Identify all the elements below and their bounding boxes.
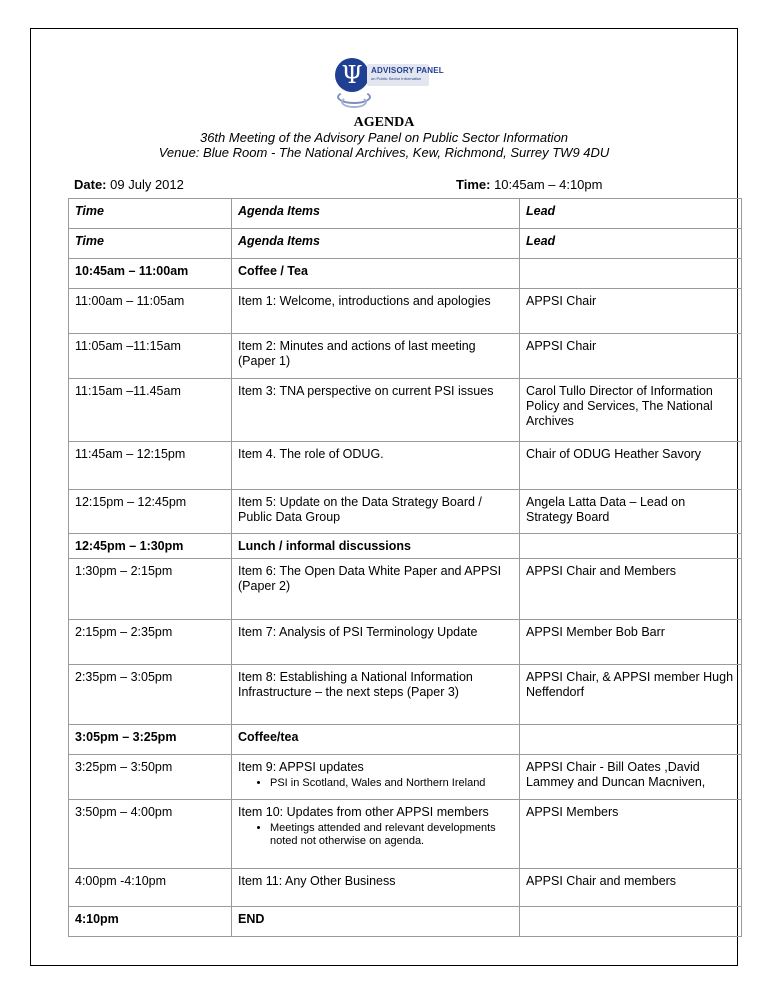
agenda-item-cell: END xyxy=(232,907,520,937)
lead-cell: APPSI Members xyxy=(520,800,742,869)
column-header-time: Time xyxy=(69,199,232,229)
lead-cell: APPSI Member Bob Barr xyxy=(520,620,742,665)
time-cell: 3:05pm – 3:25pm xyxy=(69,725,232,755)
agenda-item-cell: Item 3: TNA perspective on current PSI issues xyxy=(232,379,520,442)
agenda-item-cell: Lunch / informal discussions xyxy=(232,534,520,559)
time-label: Time: xyxy=(456,177,491,192)
table-row xyxy=(69,379,742,442)
column-header-lead: Lead xyxy=(520,199,742,229)
time-cell: 4:00pm -4:10pm xyxy=(69,869,232,907)
agenda-item-cell: Item 8: Establishing a National Information Infrastructure – the next steps (Paper 3) xyxy=(232,665,520,725)
table-row xyxy=(69,534,742,559)
time-cell: 12:45pm – 1:30pm xyxy=(69,534,232,559)
table-row xyxy=(69,229,742,259)
meeting-subtitle: 36th Meeting of the Advisory Panel on Public Sector Information xyxy=(199,130,569,145)
time-cell: Time xyxy=(69,229,232,259)
time-cell: 11:05am –11:15am xyxy=(69,334,232,379)
lead-cell xyxy=(520,907,742,937)
table-row xyxy=(69,869,742,907)
list-item: • PSI in Scotland, Wales and Northern Ireland xyxy=(270,777,513,790)
lead-cell: Chair of ODUG Heather Savory xyxy=(520,442,742,490)
agenda-item-cell: Item 2: Minutes and actions of last meeting (Paper 1) xyxy=(232,334,520,379)
agenda-item-cell: Item 7: Analysis of PSI Terminology Update xyxy=(232,620,520,665)
agenda-item-cell: Coffee/tea xyxy=(232,725,520,755)
table-row xyxy=(69,490,742,534)
lead-cell: APPSI Chair xyxy=(520,334,742,379)
table-row xyxy=(69,559,742,620)
lead-cell: APPSI Chair - Bill Oates ,David Lammey and Duncan Macniven, xyxy=(520,755,742,800)
lead-cell: APPSI Chair, & APPSI member Hugh Neffendorf xyxy=(520,665,742,725)
table-row xyxy=(69,725,742,755)
time-cell: 1:30pm – 2:15pm xyxy=(69,559,232,620)
list-item: • Meetings attended and relevant developments noted not otherwise on agenda. xyxy=(270,822,513,848)
lead-cell: Carol Tullo Director of Information Policy and Services, The National Archives xyxy=(520,379,742,442)
agenda-item-title: Item 9: APPSI updates xyxy=(238,760,364,774)
time-cell: 4:10pm xyxy=(69,907,232,937)
meeting-date xyxy=(74,177,184,192)
agenda-item-cell: Item 1: Welcome, introductions and apologies xyxy=(232,289,520,334)
table-row xyxy=(69,665,742,725)
table-row xyxy=(69,259,742,289)
logo-swirl-icon-2 xyxy=(341,96,367,108)
time-cell: 11:45am – 12:15pm xyxy=(69,442,232,490)
agenda-item-cell xyxy=(232,755,520,800)
table-row xyxy=(69,620,742,665)
agenda-item-cell: Item 5: Update on the Data Strategy Board / Public Data Group xyxy=(232,490,520,534)
table-row xyxy=(69,907,742,937)
table-row xyxy=(69,800,742,869)
table-row xyxy=(69,755,742,800)
agenda-item-bullets xyxy=(238,822,513,848)
column-header-agenda-items: Agenda Items xyxy=(232,199,520,229)
time-value: 10:45am – 4:10pm xyxy=(494,177,603,192)
agenda-item-cell xyxy=(232,800,520,869)
date-value: 09 July 2012 xyxy=(110,177,184,192)
agenda-item-cell: Item 4. The role of ODUG. xyxy=(232,442,520,490)
agenda-item-bullets xyxy=(238,777,513,790)
lead-cell: Lead xyxy=(520,229,742,259)
agenda-item-cell: Agenda Items xyxy=(232,229,520,259)
appsi-logo xyxy=(335,58,444,110)
logo-subtext: on Public Sector Information xyxy=(371,76,422,81)
time-cell: 11:15am –11.45am xyxy=(69,379,232,442)
time-cell: 11:00am – 11:05am xyxy=(69,289,232,334)
lead-cell xyxy=(520,534,742,559)
agenda-item-cell: Coffee / Tea xyxy=(232,259,520,289)
agenda-table xyxy=(68,198,742,937)
time-cell: 2:15pm – 2:35pm xyxy=(69,620,232,665)
table-row xyxy=(69,289,742,334)
time-cell: 10:45am – 11:00am xyxy=(69,259,232,289)
table-row xyxy=(69,442,742,490)
time-cell: 3:25pm – 3:50pm xyxy=(69,755,232,800)
lead-cell: APPSI Chair and members xyxy=(520,869,742,907)
lead-cell: APPSI Chair xyxy=(520,289,742,334)
lead-cell: Angela Latta Data – Lead on Strategy Board xyxy=(520,490,742,534)
table-header-row xyxy=(69,199,742,229)
agenda-item-cell: Item 11: Any Other Business xyxy=(232,869,520,907)
venue-line: Venue: Blue Room - The National Archives, Kew, Richmond, Surrey TW9 4DU xyxy=(158,145,610,160)
logo-text: ADVISORY PANEL xyxy=(371,66,444,75)
meeting-time xyxy=(456,177,602,192)
agenda-item-cell: Item 6: The Open Data White Paper and APPSI (Paper 2) xyxy=(232,559,520,620)
psi-logo-icon: Ψ xyxy=(335,58,369,92)
page-title: AGENDA xyxy=(353,115,415,130)
agenda-item-title: Item 10: Updates from other APPSI members xyxy=(238,805,489,819)
date-label: Date: xyxy=(74,177,107,192)
time-cell: 12:15pm – 12:45pm xyxy=(69,490,232,534)
table-row xyxy=(69,334,742,379)
time-cell: 2:35pm – 3:05pm xyxy=(69,665,232,725)
time-cell: 3:50pm – 4:00pm xyxy=(69,800,232,869)
lead-cell: APPSI Chair and Members xyxy=(520,559,742,620)
lead-cell xyxy=(520,725,742,755)
lead-cell xyxy=(520,259,742,289)
